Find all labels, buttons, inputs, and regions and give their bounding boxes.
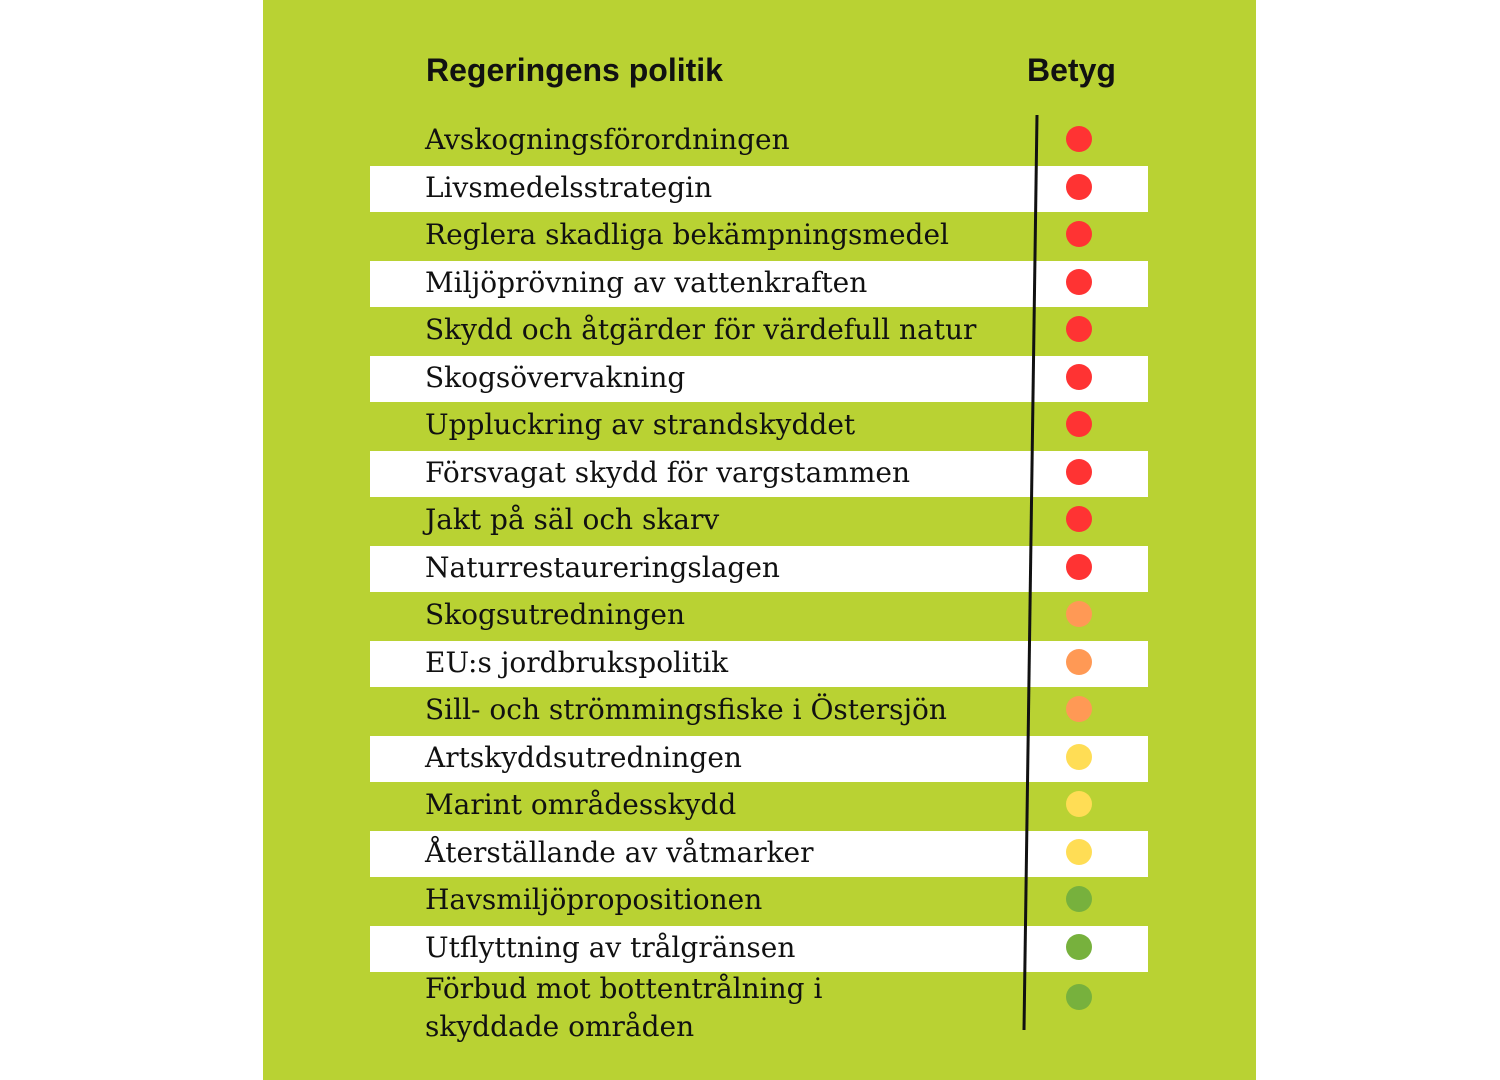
grade-dot-green	[1066, 934, 1092, 960]
grade-dot-red	[1066, 221, 1092, 247]
policy-label: Miljöprövning av vattenkraften	[425, 265, 868, 299]
policy-label: Utflyttning av trålgränsen	[425, 930, 796, 964]
policy-label: Uppluckring av strandskyddet	[425, 408, 856, 441]
policy-label: EU:s jordbrukspolitik	[425, 645, 729, 679]
policy-label: Sill- och strömmingsfiske i Östersjön	[425, 693, 947, 726]
policy-label: Avskogningsförordningen	[425, 123, 790, 156]
grade-dot-red	[1066, 459, 1092, 485]
policy-label: Skogsutredningen	[425, 598, 686, 631]
grade-dot-green	[1066, 984, 1092, 1010]
policy-label: Återställande av våtmarker	[425, 835, 814, 869]
grade-dot-red	[1066, 174, 1092, 200]
grade-dot-green	[1066, 886, 1092, 912]
policy-label: Reglera skadliga bekämpningsmedel	[425, 218, 949, 251]
policy-label: Förbud mot bottentrålning i skyddade områden	[425, 972, 823, 1043]
policy-label: Livsmedelsstrategin	[425, 170, 713, 204]
grade-dot-red	[1066, 126, 1092, 152]
grade-dot-red	[1066, 506, 1092, 532]
policy-label: Marint områdesskydd	[425, 788, 737, 821]
grade-column-header: Betyg	[1027, 52, 1116, 88]
policy-label: Jakt på säl och skarv	[425, 503, 720, 536]
grade-divider-line	[1024, 115, 1037, 1030]
grade-dot-yellow	[1066, 791, 1092, 817]
grade-dot-red	[1066, 269, 1092, 295]
policy-label: Skydd och åtgärder för värdefull natur	[425, 313, 977, 346]
policy-label: Naturrestaureringslagen	[425, 550, 780, 584]
grade-dot-yellow	[1066, 744, 1092, 770]
grade-dot-orange	[1066, 696, 1092, 722]
grade-dot-red	[1066, 554, 1092, 580]
policy-label: Försvagat skydd för vargstammen	[425, 455, 911, 489]
grade-dot-red	[1066, 411, 1092, 437]
policy-label: Artskyddsutredningen	[425, 740, 742, 774]
grade-dot-red	[1066, 316, 1092, 342]
policy-column-header: Regeringens politik	[426, 52, 723, 88]
policy-label: Skogsövervakning	[425, 360, 686, 394]
grade-dot-orange	[1066, 649, 1092, 675]
grade-dot-yellow	[1066, 839, 1092, 865]
grade-dot-red	[1066, 364, 1092, 390]
policy-label: Havsmiljöpropositionen	[425, 883, 763, 916]
grade-dot-orange	[1066, 601, 1092, 627]
